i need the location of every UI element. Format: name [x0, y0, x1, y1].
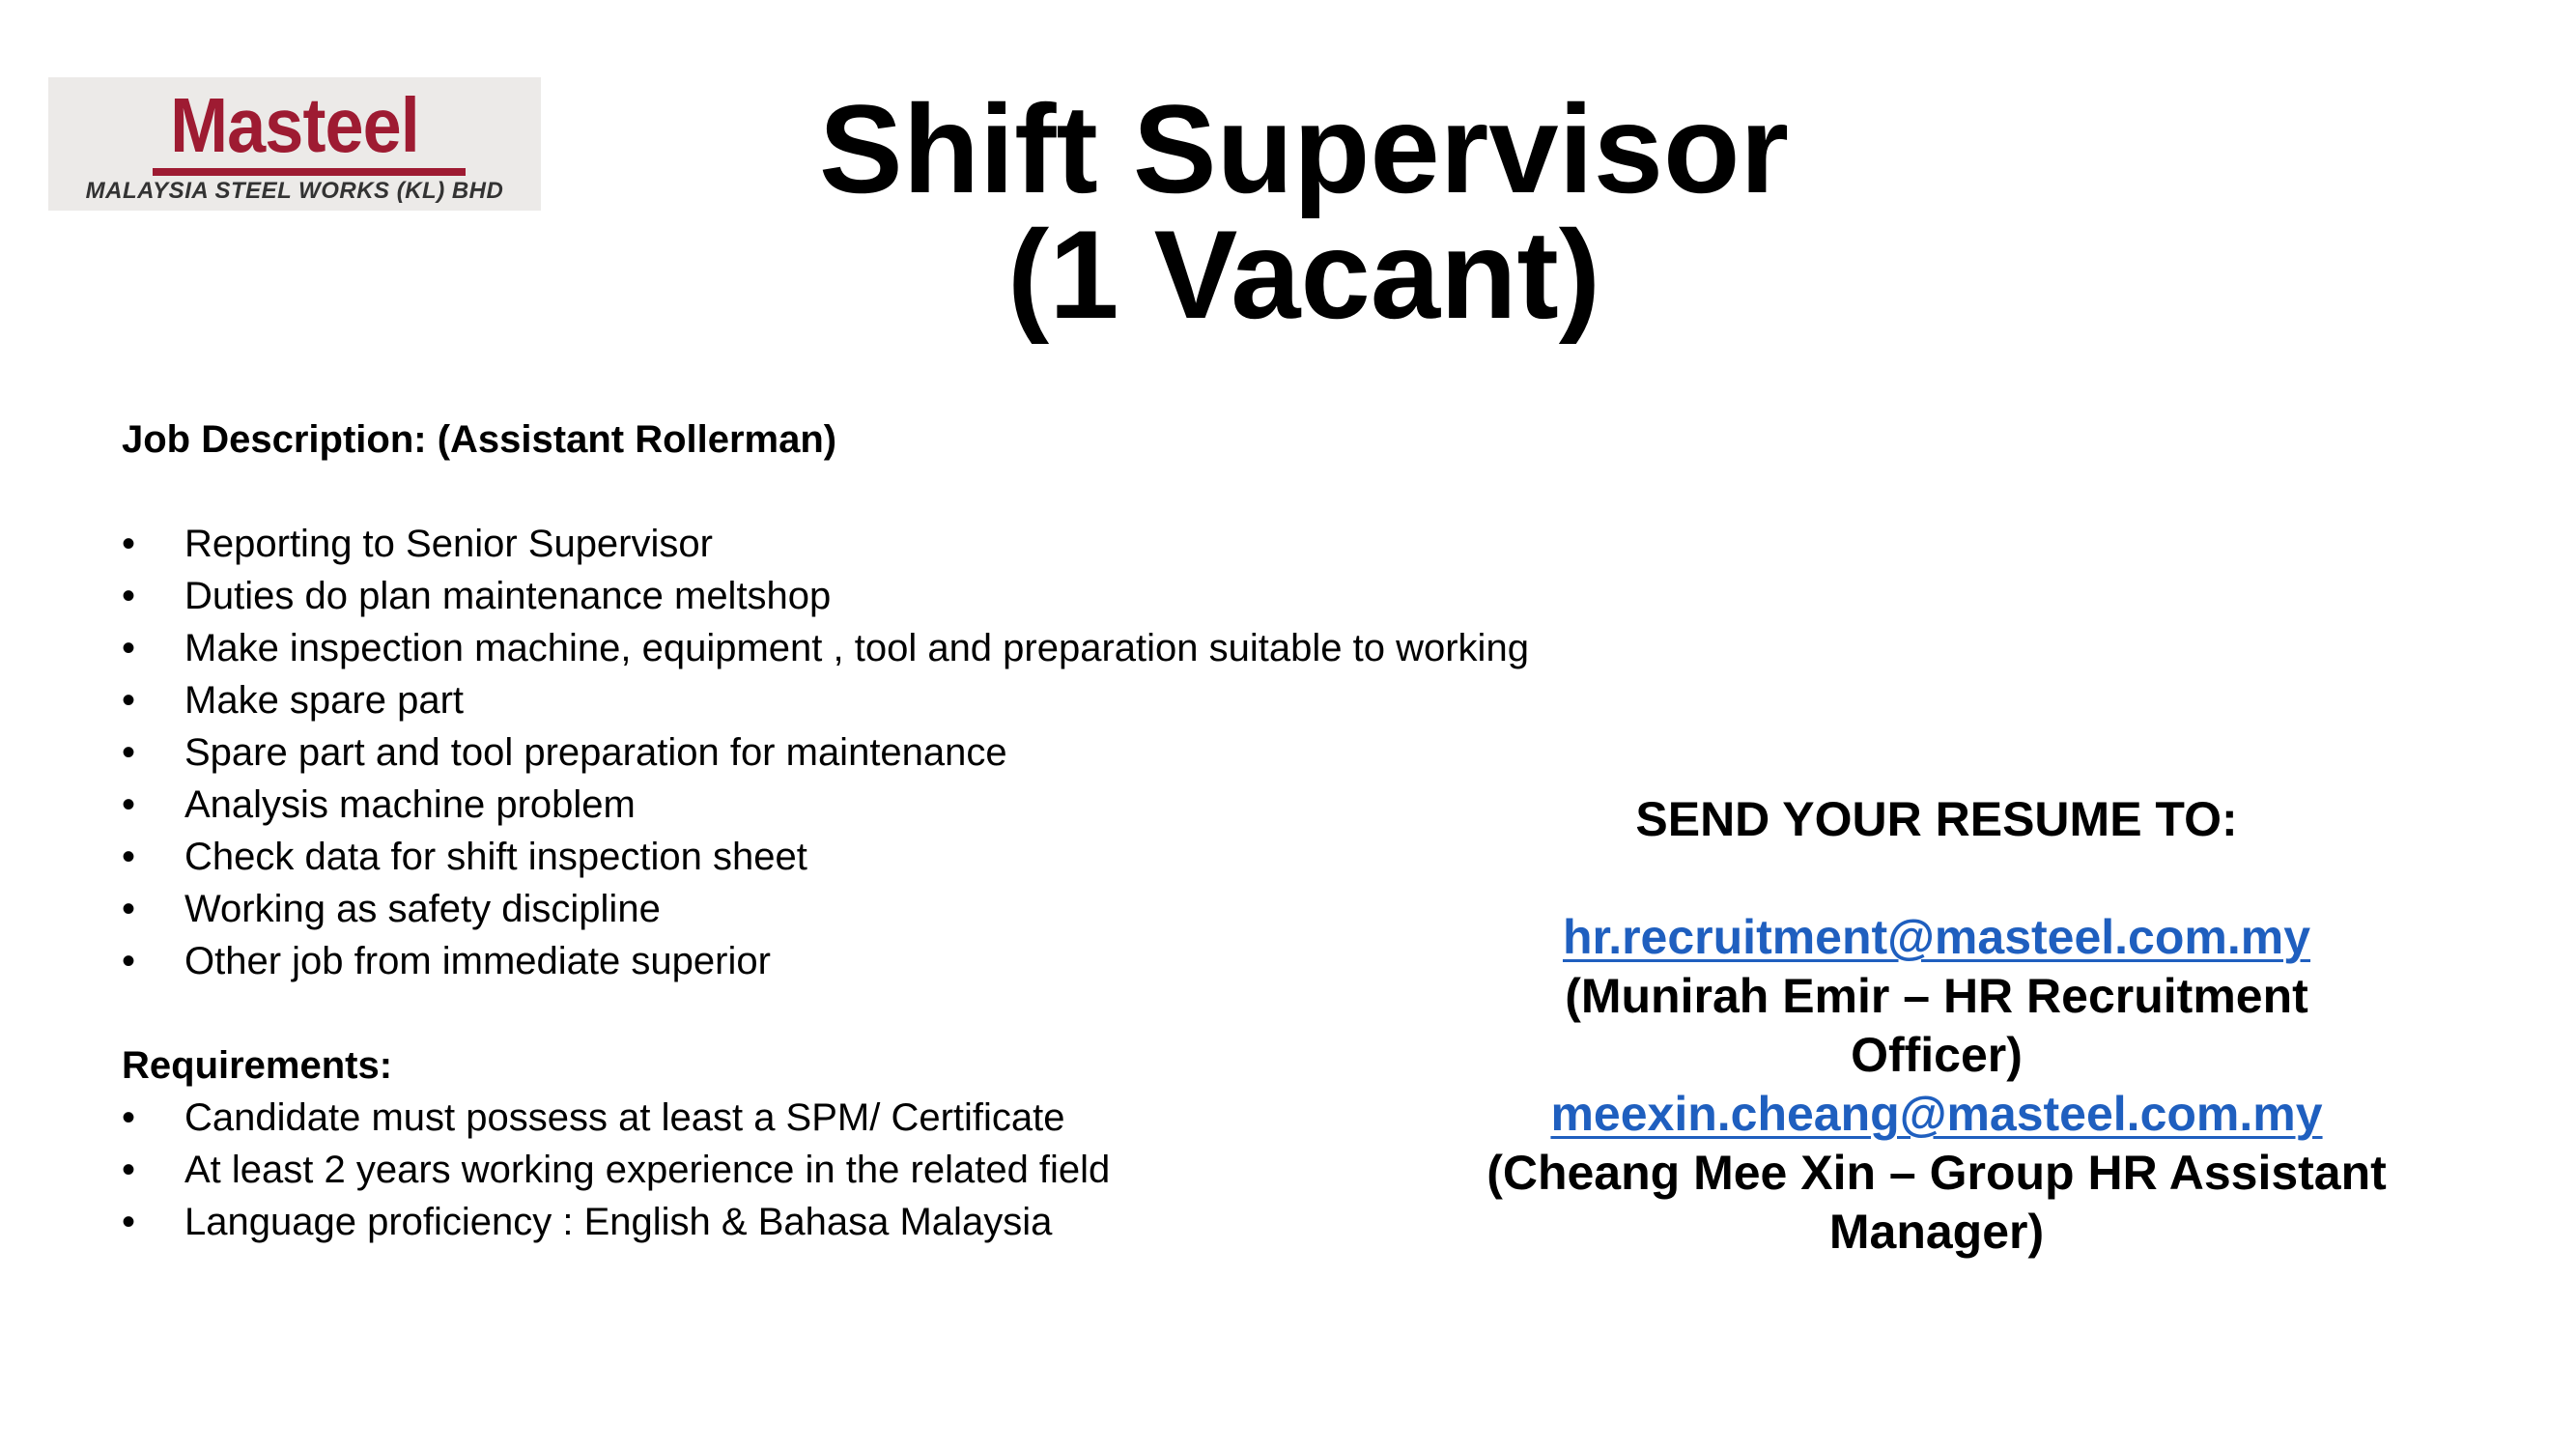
- bullet-icon: •: [122, 836, 136, 878]
- page-title-position: Shift Supervisor: [818, 78, 1790, 219]
- contact-name: (Munirah Emir – HR Recruitment: [1565, 969, 2308, 1023]
- list-item: [122, 622, 1619, 674]
- list-item: [122, 726, 1619, 779]
- company-logo: [48, 77, 541, 211]
- bullet-icon: •: [122, 523, 136, 565]
- list-item-text: Candidate must possess at least a SPM/ Certificate: [184, 1096, 1065, 1139]
- bullet-icon: •: [122, 940, 136, 982]
- bullet-icon: •: [122, 627, 136, 669]
- email-link-meexin-cheang[interactable]: meexin.cheang@masteel.com.my: [1550, 1087, 2323, 1141]
- bullet-icon: •: [122, 888, 136, 930]
- contact-title: Officer): [1851, 1028, 2023, 1082]
- list-item: [122, 674, 1619, 726]
- send-resume-heading: SEND YOUR RESUME TO:: [1635, 792, 2238, 846]
- list-item-text: Reporting to Senior Supervisor: [184, 523, 713, 565]
- requirements-heading: Requirements:: [122, 1044, 393, 1087]
- list-item-text: Make inspection machine, equipment , tool and preparation suitable to working: [184, 627, 1529, 669]
- list-item: [122, 570, 1619, 622]
- list-item-text: Language proficiency : English & Bahasa Malaysia: [184, 1201, 1053, 1243]
- bullet-icon: •: [122, 1201, 136, 1243]
- list-item-text: Spare part and tool preparation for maintenance: [184, 731, 1007, 774]
- logo-brand-text: Masteel: [170, 82, 419, 168]
- contact-name: (Cheang Mee Xin – Group HR Assistant: [1486, 1146, 2387, 1200]
- list-item-text: Duties do plan maintenance meltshop: [184, 575, 832, 617]
- list-item-text: Check data for shift inspection sheet: [184, 836, 807, 878]
- contact-title: Manager): [1828, 1205, 2045, 1259]
- logo-company-name: MALAYSIA STEEL WORKS (KL) BHD: [85, 178, 504, 204]
- logo-underline: [153, 168, 466, 176]
- bullet-icon: •: [122, 1096, 136, 1139]
- list-item-text: At least 2 years working experience in the related field: [184, 1149, 1111, 1191]
- list-item-text: Working as safety discipline: [184, 888, 661, 930]
- list-item-text: Make spare part: [184, 679, 465, 722]
- page-title-vacancy: (1 Vacant): [1006, 204, 1601, 345]
- send-resume-section: [1381, 790, 2492, 1262]
- job-description-heading: Job Description: (Assistant Rollerman): [122, 418, 837, 461]
- email-link-hr-recruitment[interactable]: hr.recruitment@masteel.com.my: [1562, 910, 2311, 964]
- list-item: [122, 518, 1619, 570]
- bullet-icon: •: [122, 679, 136, 722]
- bullet-icon: •: [122, 575, 136, 617]
- spacer: [1381, 854, 2492, 908]
- bullet-icon: •: [122, 1149, 136, 1191]
- list-item-text: Analysis machine problem: [184, 783, 636, 826]
- spacer: [122, 466, 1619, 518]
- bullet-icon: •: [122, 783, 136, 826]
- bullet-icon: •: [122, 731, 136, 774]
- list-item-text: Other job from immediate superior: [184, 940, 771, 982]
